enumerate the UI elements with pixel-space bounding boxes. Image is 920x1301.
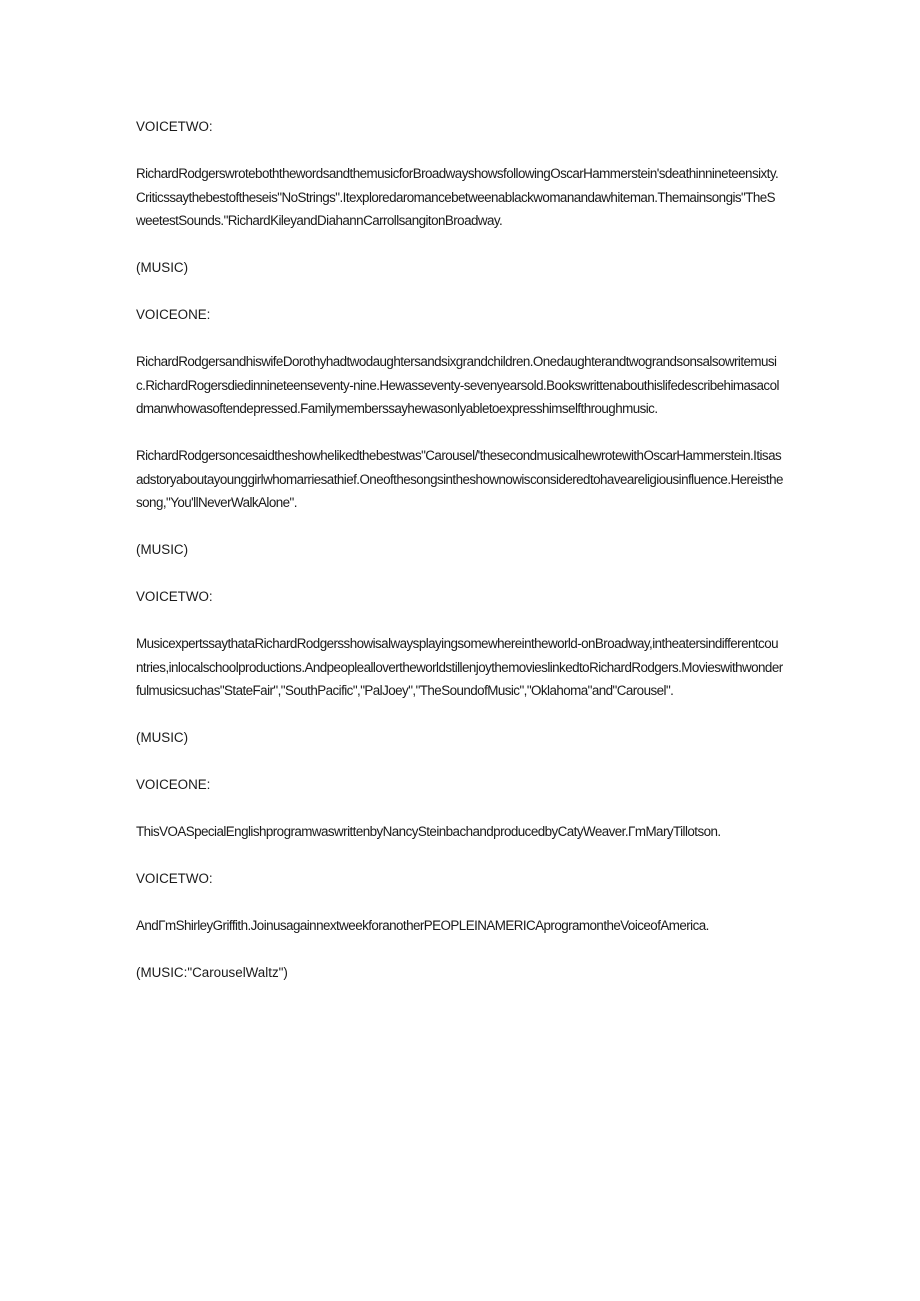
music-cue: (MUSIC) <box>136 542 189 557</box>
music-cue: (MUSIC) <box>136 260 189 275</box>
transcript-paragraph: RichardRodgersandhiswifeDorothyhadtwodaughtersandsixgrandchildren.Onedaughterandtwograndsonsalsowritemusic.RichardRogersdiedinnineteenseventy-nine.Hewasseventy-sevenyearsold.Bookswrittenabouthislifedescribehimasacoldmanwhowasoftendepressed.Familymemberssayhewasonlyabletoexpresshimselfthroughmusic. <box>136 354 779 416</box>
transcript-paragraph: AndΓmShirleyGriffith.JoinusagainnextweekforanotherPEOPLEINAMERICAprogramontheVoiceofAmerica. <box>136 918 709 933</box>
transcript-paragraph: MusicexpertssaythataRichardRodgersshowisalwaysplayingsomewhereintheworld-onBroadway,intheatersindifferentcountries,inlocalschoolproductions.Andpeoplealloverthewo​rldstillenjoythemovieslinkedtoRichardRodgers.Movieswithwonderfulmusicsuchas"StateFair","SouthPacific","PalJoey","TheSoundofMusic","Oklahoma"and"Carousel". <box>136 636 783 698</box>
transcript-body <box>136 115 784 1008</box>
speaker-label: VOICETWO: <box>136 589 213 604</box>
transcript-paragraph: RichardRodgerswrotebothth​ewordsandthemusicforBroadwayshowsfollowingOscarHammerstein'sdeathinnineteensixty.Criticssaythebestoftheseis"NoStrings".Itexploredaromancebetweenablackwomanandawhiteman.Themainsongis"TheSweetestSounds."RichardKileyandDiahannCarrollsangitonBroadway. <box>136 166 779 228</box>
transcript-paragraph: ThisVOASpecialEnglishprogramwaswrittenbyNancySteinbachandproducedbyCatyWeaver.ΓmMaryTillotson. <box>136 824 721 839</box>
speaker-label: VOICEONE: <box>136 307 211 322</box>
speaker-label: VOICETWO: <box>136 871 213 886</box>
music-cue: (MUSIC:"CarouselWaltz") <box>136 965 288 980</box>
speaker-label: VOICEONE: <box>136 777 211 792</box>
music-cue: (MUSIC) <box>136 730 189 745</box>
speaker-label: VOICETWO: <box>136 119 213 134</box>
transcript-paragraph: RichardRodgersoncesaidtheshowhelikedthebestwas"Carousel/'thesecondmusicalhewrotewithOscarHammerstein.Itisasadstoryaboutayounggirlwhomarriesathief.Oneofthesongsintheshownowisconsideredtohaveareligiousinfluence.Hereisthesong,"You'llNeverWalkAlone". <box>136 448 783 510</box>
